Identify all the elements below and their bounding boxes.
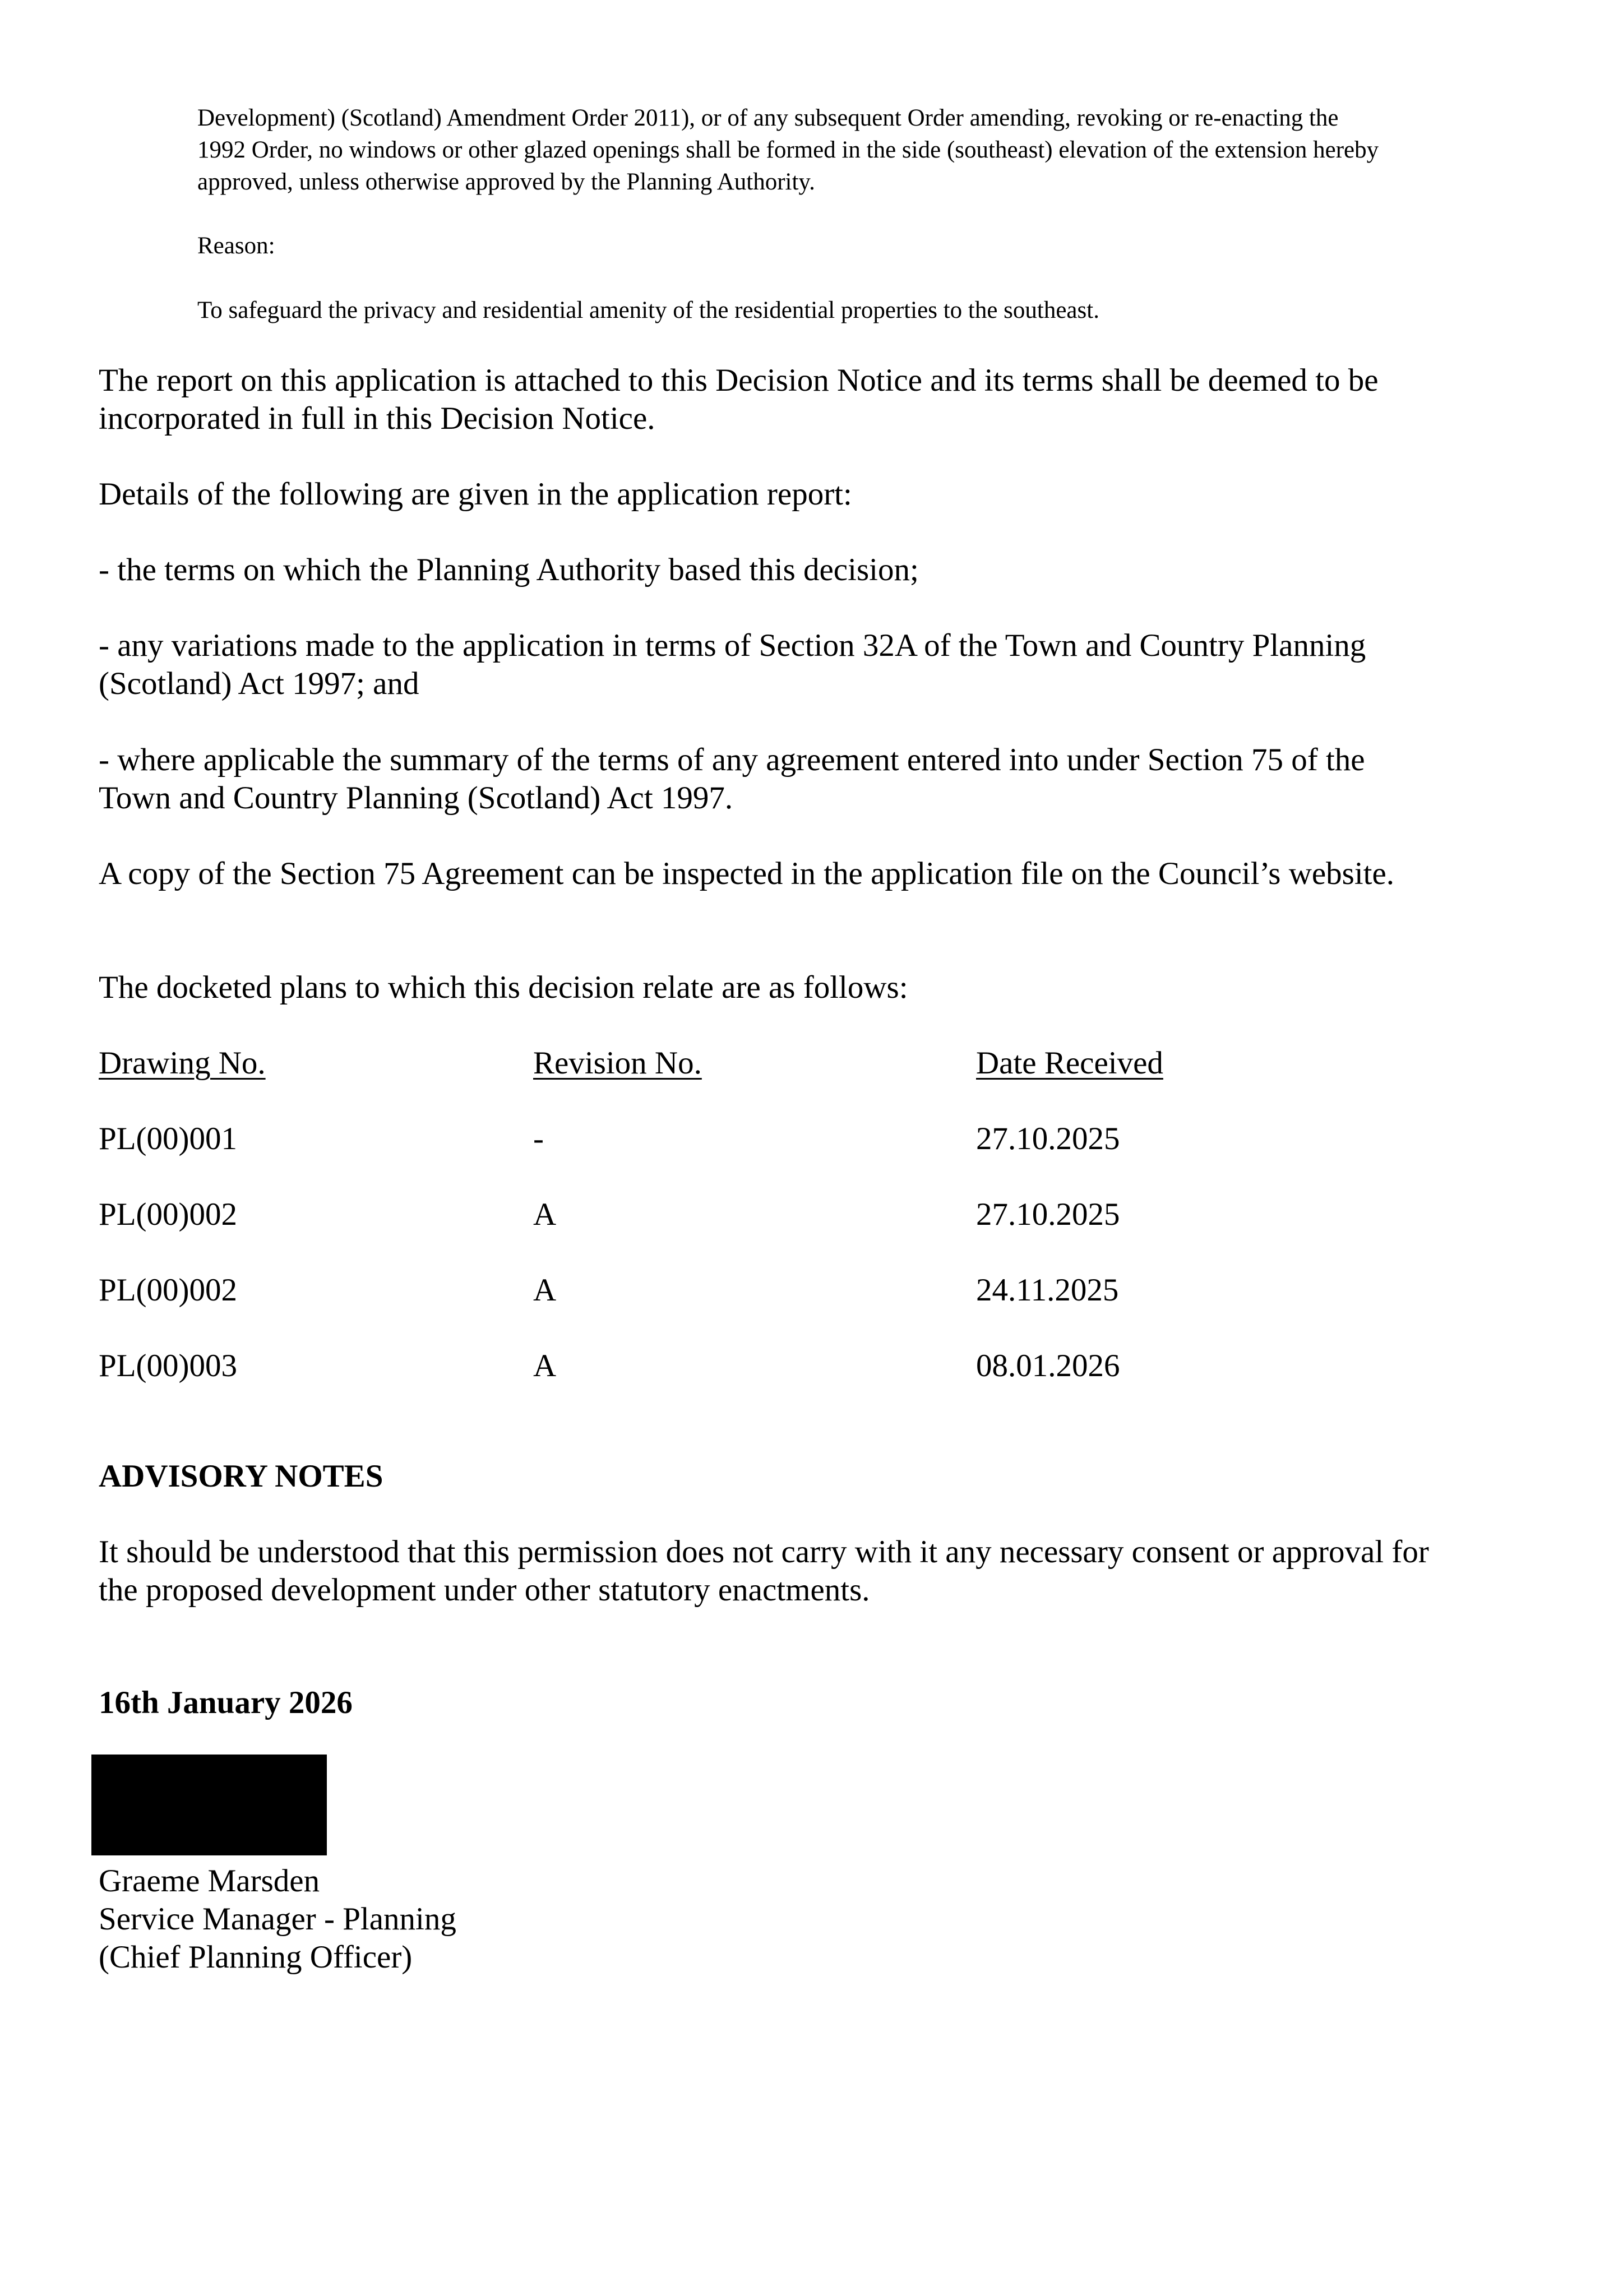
bullet-3-paragraph	[99, 741, 1444, 817]
header-drawing-no: Drawing No.	[99, 1045, 266, 1081]
header-date-received: Date Received	[976, 1045, 1163, 1081]
date-received-cell: 27.10.2025	[976, 1121, 1120, 1156]
section75-copy-text: A copy of the Section 75 Agreement can be inspected in the application file on the Council’s website.	[99, 856, 1395, 891]
table-row	[99, 1196, 1444, 1235]
date-received-cell: 24.11.2025	[976, 1272, 1119, 1308]
signatory-name: Graeme Marsden	[99, 1863, 320, 1899]
drawing-no-cell: PL(00)003	[99, 1348, 237, 1383]
condition-text: Development) (Scotland) Amendment Order 2011), or of any subsequent Order amending, revoking or re-enacting the 1992 Order, no windows or other glazed openings shall be formed in the side (southeast) elevation of the extension hereby approved, unless otherwise approved by the Planning Authority.	[197, 105, 1379, 195]
bullet-1-paragraph	[99, 551, 1444, 589]
plans-table-header	[99, 1044, 1444, 1084]
report-attached-paragraph	[99, 362, 1444, 438]
signature-date: 16th January 2026	[99, 1685, 353, 1720]
date-received-cell: 08.01.2026	[976, 1348, 1120, 1383]
bullet-2-paragraph	[99, 627, 1444, 703]
drawing-no-cell: PL(00)002	[99, 1272, 237, 1308]
reason-text: To safeguard the privacy and residential amenity of the residential properties to the southeast.	[197, 297, 1099, 323]
advisory-heading: ADVISORY NOTES	[99, 1459, 383, 1494]
drawing-no-cell: PL(00)002	[99, 1197, 237, 1232]
advisory-text: It should be understood that this permission does not carry with it any necessary consent or approval for the proposed development under other statutory enactments.	[99, 1534, 1429, 1608]
revision-no-cell: A	[533, 1197, 557, 1232]
condition-continuation	[197, 102, 1386, 198]
report-attached-text: The report on this application is attached to this Decision Notice and its terms shall be deemed to be incorporated in full in this Decision Notice.	[99, 363, 1379, 436]
signatory-role: (Chief Planning Officer)	[99, 1939, 413, 1975]
header-revision-no: Revision No.	[533, 1045, 702, 1081]
details-intro-text: Details of the following are given in the application report:	[99, 476, 852, 512]
docketed-intro-paragraph	[99, 969, 1444, 1007]
details-intro-paragraph	[99, 475, 1444, 513]
revision-no-cell: A	[533, 1272, 557, 1308]
bullet-2-text: - any variations made to the application in terms of Section 32A of the Town and Country Planning (Scotland) Act 1997; and	[99, 628, 1366, 701]
revision-no-cell: -	[533, 1121, 544, 1156]
table-row	[99, 1347, 1444, 1386]
table-row	[99, 1120, 1444, 1159]
table-row	[99, 1271, 1444, 1311]
redacted-signature	[91, 1755, 327, 1855]
section75-copy-paragraph	[99, 855, 1444, 893]
docketed-intro-text: The docketed plans to which this decision relate are as follows:	[99, 970, 908, 1005]
drawing-no-cell: PL(00)001	[99, 1121, 237, 1156]
reason-label: Reason:	[197, 233, 275, 259]
date-received-cell: 27.10.2025	[976, 1197, 1120, 1232]
bullet-1-text: - the terms on which the Planning Authority based this decision;	[99, 552, 919, 587]
bullet-3-text: - where applicable the summary of the terms of any agreement entered into under Section 75 of the Town and Country Planning (Scotland) Act 1997.	[99, 742, 1365, 816]
advisory-paragraph	[99, 1533, 1444, 1609]
signatory-title: Service Manager - Planning	[99, 1901, 456, 1937]
reason-text-block	[197, 294, 1386, 326]
reason-label-block	[197, 230, 1386, 262]
revision-no-cell: A	[533, 1348, 557, 1383]
